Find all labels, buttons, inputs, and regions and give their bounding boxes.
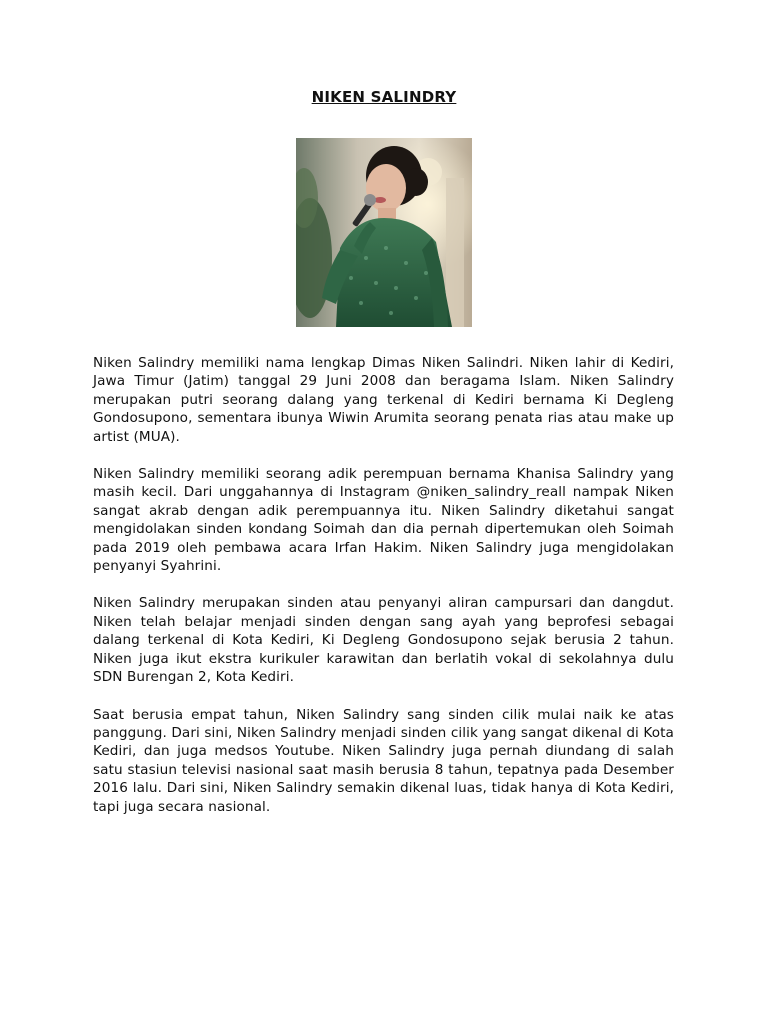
paragraph: Niken Salindry memiliki seorang adik perempuan bernama Khanisa Salindry yang masih kecil. Dari unggahannya di Instagram @niken_salindry_reall nampak Niken sangat akrab dengan adik perempuannya itu. Niken Salindry diketahui sangat mengidolakan sinden kondang Soimah dan dia pernah dipertemukan oleh Soimah pada 2019 oleh pembawa acara Irfan Hakim. Niken Salindry juga mengidolakan penyanyi Syahrini. (93, 466, 674, 575)
paragraph: Niken Salindry merupakan sinden atau penyanyi aliran campursari dan dangdut. Niken telah belajar menjadi sinden dengan sang ayah yang beprofesi sebagai dalang terkenal di Kota Kediri, Ki Degleng Gondosupono sejak berusia 2 tahun. Niken juga ikut ekstra kurikuler karawitan dan berlatih vokal di sekolahnya dulu SDN Burengan 2, Kota Kediri. (93, 595, 674, 686)
paragraph: Saat berusia empat tahun, Niken Salindry sang sinden cilik mulai naik ke atas panggung. Dari sini, Niken Salindry menjadi sinden cilik yang sangat dikenal di Kota Kediri, dan juga medsos Youtube. Niken Salindry juga pernah diundang di salah satu stasiun televisi nasional saat masih berusia 8 tahun, tepatnya pada Desember 2016 lalu. Dari sini, Niken Salindry semakin dikenal luas, tidak hanya di Kota Kediri, tapi juga secara nasional. (93, 706, 674, 815)
portrait-photo (296, 138, 472, 327)
paragraph: Niken Salindry memiliki nama lengkap Dimas Niken Salindri. Niken lahir di Kediri, Jawa Timur (Jatim) tanggal 29 Juni 2008 dan beragama Islam. Niken Salindry merupakan putri seorang dalang yang terkenal di Kediri bernama Ki Degleng Gondosupono, sementara ibunya Wiwin Arumita seorang penata rias atau make up artist (MUA). (93, 355, 674, 445)
document-title: NIKEN SALINDRY (311, 88, 457, 106)
document-body (93, 354, 674, 835)
